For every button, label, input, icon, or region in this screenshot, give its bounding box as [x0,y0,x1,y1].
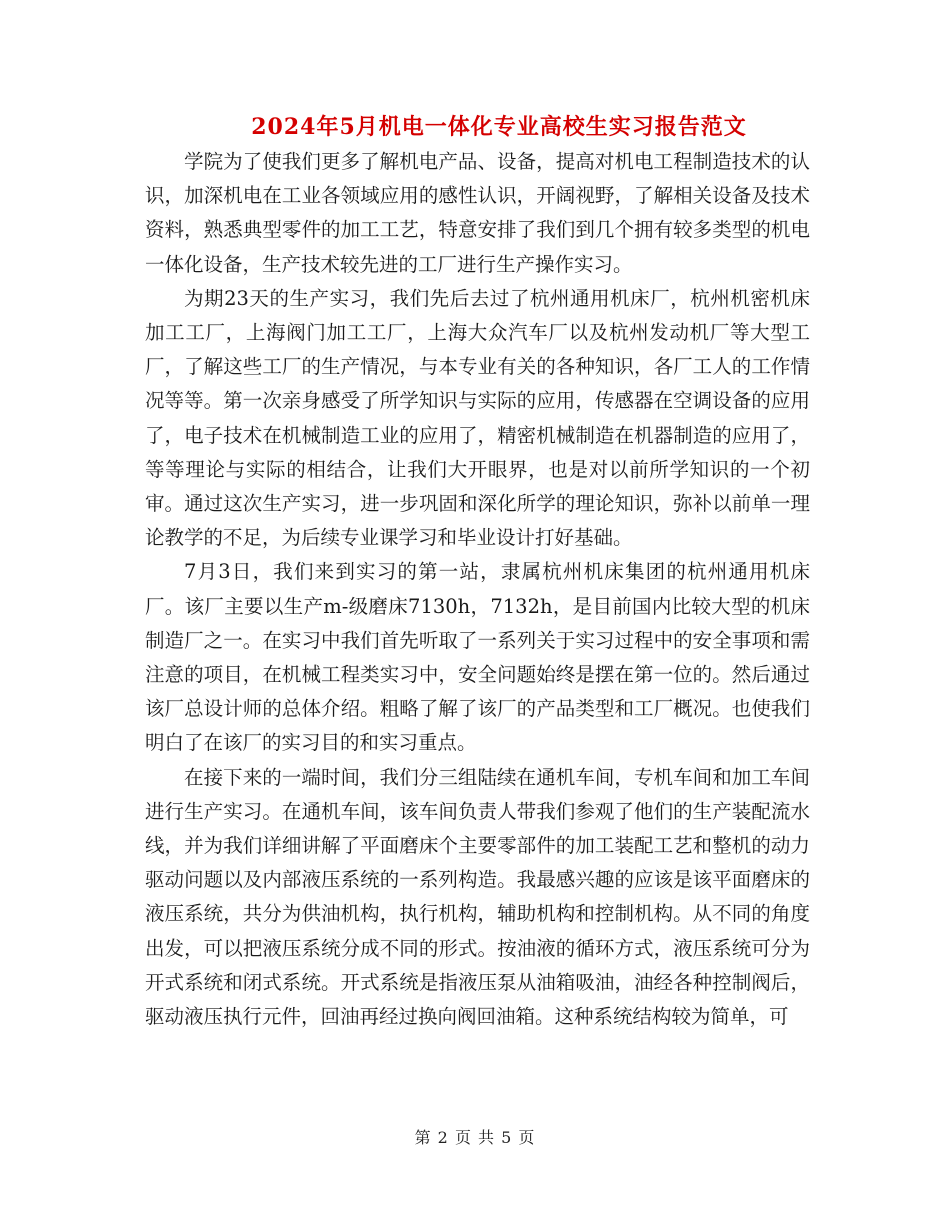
paragraph: 在接下来的一端时间，我们分三组陆续在通机车间，专机车间和加工车间进行生产实习。在通机车间，该车间负责人带我们参观了他们的生产装配流水线，并为我们详细讲解了平面磨床个主要零部件的加工装配工艺和整机的动力驱动问题以及内部液压系统的一系列构造。我最感兴趣的应该是该平面磨床的液压系统，共分为供油机构，执行机构，辅助机构和控制机构。从不同的角度出发，可以把液压系统分成不同的形式。按油液的循环方式，液压系统可分为开式系统和闭式系统。开式系统是指液压泵从油箱吸油，油经各种控制阀后，驱动液压执行元件，回油再经过换向阀回油箱。这种系统结构较为简单，可 [145,765,810,1029]
paragraph: 学院为了使我们更多了解机电产品、设备，提高对机电工程制造技术的认识，加深机电在工业各领域应用的感性认识，开阔视野，了解相关设备及技术资料，熟悉典型零件的加工工艺，特意安排了我们到几个拥有较多类型的机电一体化设备，生产技术较先进的工厂进行生产操作实习。 [145,150,810,276]
document-title: 2024年5月机电一体化专业高校生实习报告范文 [251,114,747,140]
page-footer: 第 2 页 共 5 页 [414,1128,536,1147]
paragraph: 7月3日，我们来到实习的第一站，隶属杭州机床集团的杭州通用机床厂。该厂主要以生产m-级磨床7130h，7132h，是目前国内比较大型的机床制造厂之一。在实习中我们首先听取了一系列关于实习过程中的安全事项和需注意的项目，在机械工程类实习中，安全问题始终是摆在第一位的。然后通过该厂总设计师的总体介绍。粗略了解了该厂的产品类型和工厂概况。也使我们明白了在该厂的实习目的和实习重点。 [145,560,810,755]
paragraph: 为期23天的生产实习，我们先后去过了杭州通用机床厂，杭州机密机床加工工厂，上海阀门加工工厂，上海大众汽车厂以及杭州发动机厂等大型工厂，了解这些工厂的生产情况，与本专业有关的各种知识，各厂工人的工作情况等等。第一次亲身感受了所学知识与实际的应用，传感器在空调设备的应用了，电子技术在机械制造工业的应用了，精密机械制造在机器制造的应用了，等等理论与实际的相结合，让我们大开眼界，也是对以前所学知识的一个初审。通过这次生产实习，进一步巩固和深化所学的理论知识，弥补以前单一理论教学的不足，为后续专业课学习和毕业设计打好基础。 [145,286,810,550]
document-body [145,145,810,1034]
